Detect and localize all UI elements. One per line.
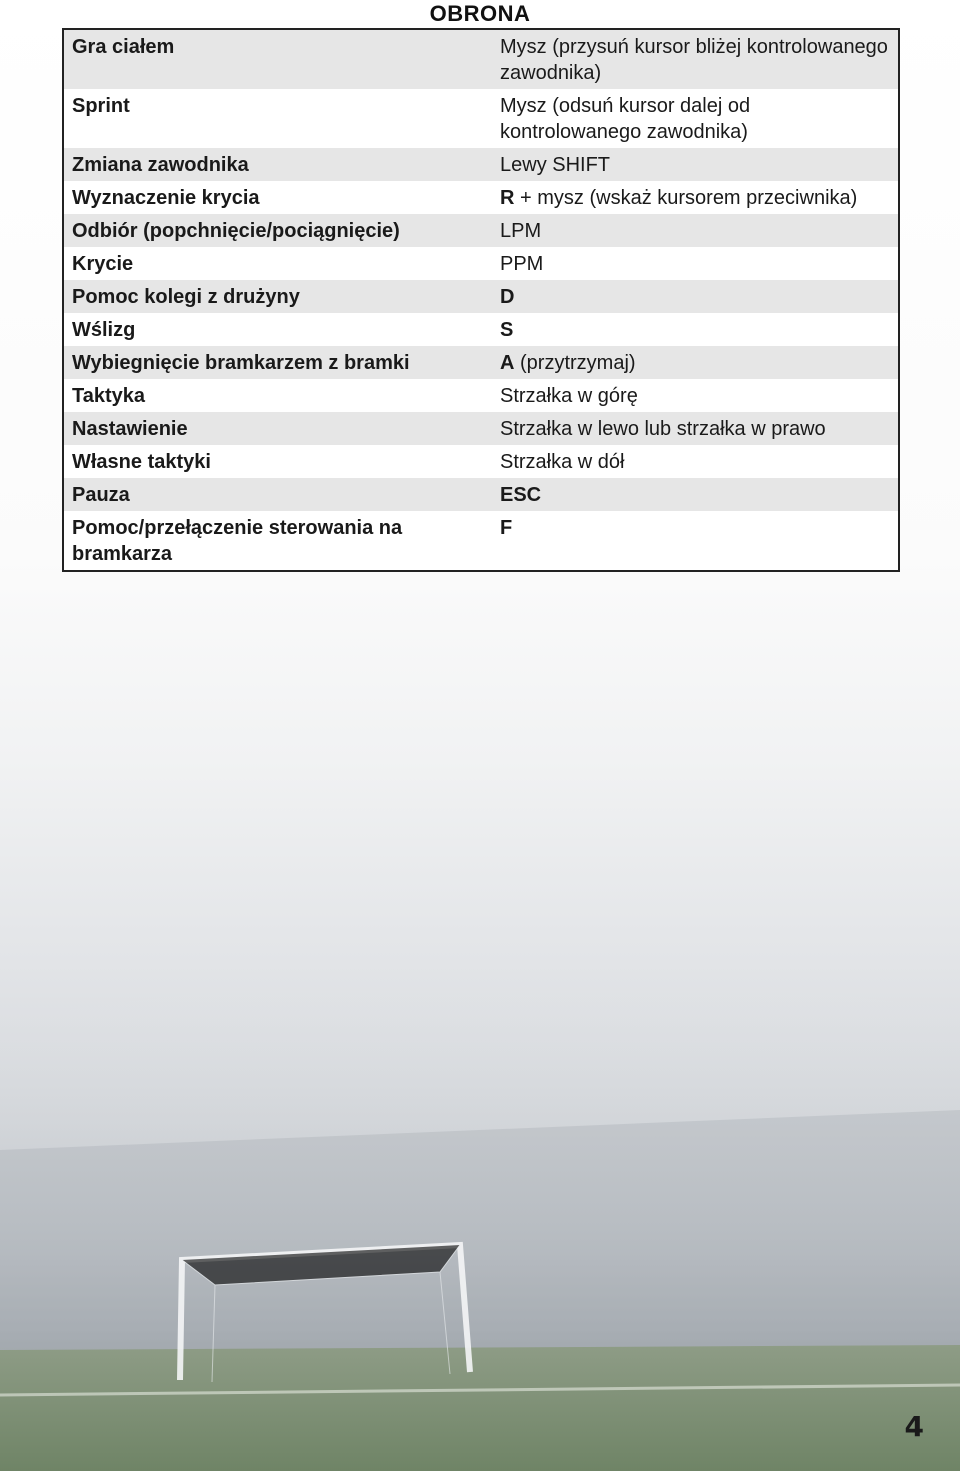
key-binding: Lewy SHIFT: [500, 154, 611, 176]
table-row: [64, 214, 898, 247]
action-label: Sprint: [72, 95, 130, 117]
action-label: Zmiana zawodnika: [72, 154, 249, 176]
key-binding: LPM: [500, 220, 542, 242]
action-label: Wyznaczenie krycia: [72, 187, 260, 209]
key-binding: Strzałka w dół: [500, 451, 625, 473]
page-number: 4: [904, 1410, 924, 1443]
action-label: Krycie: [72, 253, 134, 275]
table-row: [64, 478, 898, 511]
table-row: [64, 280, 898, 313]
table-row: [64, 313, 898, 346]
key-binding: Mysz (odsuń kursor dalej od kontrolowanego zawodnika): [500, 95, 751, 143]
table-row: [64, 247, 898, 280]
table-row: [64, 30, 898, 89]
action-label: Pomoc kolegi z drużyny: [72, 286, 300, 308]
controls-table: [62, 28, 900, 572]
table-row: [64, 412, 898, 445]
action-label: Wślizg: [72, 319, 136, 341]
action-label: Odbiór (popchnięcie/pociągnięcie): [72, 220, 400, 242]
action-label: Pomoc/przełączenie sterowania na bramkarza: [72, 517, 403, 565]
key-binding: Strzałka w lewo lub strzałka w prawo: [500, 418, 826, 440]
key-binding: F: [500, 517, 513, 539]
action-label: Własne taktyki: [72, 451, 211, 473]
table-row: [64, 379, 898, 412]
action-label: Wybiegnięcie bramkarzem z bramki: [72, 352, 410, 374]
key-binding: Mysz (przysuń kursor bliżej kontrolowanego zawodnika): [500, 36, 888, 84]
key-binding: S: [500, 319, 514, 341]
action-label: Pauza: [72, 484, 130, 506]
key-binding: A (przytrzymaj): [500, 352, 636, 374]
table-row: [64, 511, 898, 570]
key-binding: ESC: [500, 484, 542, 506]
key-binding: Strzałka w górę: [500, 385, 638, 407]
key-binding: D: [500, 286, 515, 308]
table-row: [64, 89, 898, 148]
table-row: [64, 148, 898, 181]
action-label: Nastawienie: [72, 418, 188, 440]
key-binding: R + mysz (wskaż kursorem przeciwnika): [500, 187, 858, 209]
table-row: [64, 346, 898, 379]
table-row: [64, 181, 898, 214]
section-title: OBRONA: [429, 1, 531, 26]
action-label: Gra ciałem: [72, 36, 175, 58]
action-label: Taktyka: [72, 385, 146, 407]
table-row: [64, 445, 898, 478]
key-binding: PPM: [500, 253, 544, 275]
